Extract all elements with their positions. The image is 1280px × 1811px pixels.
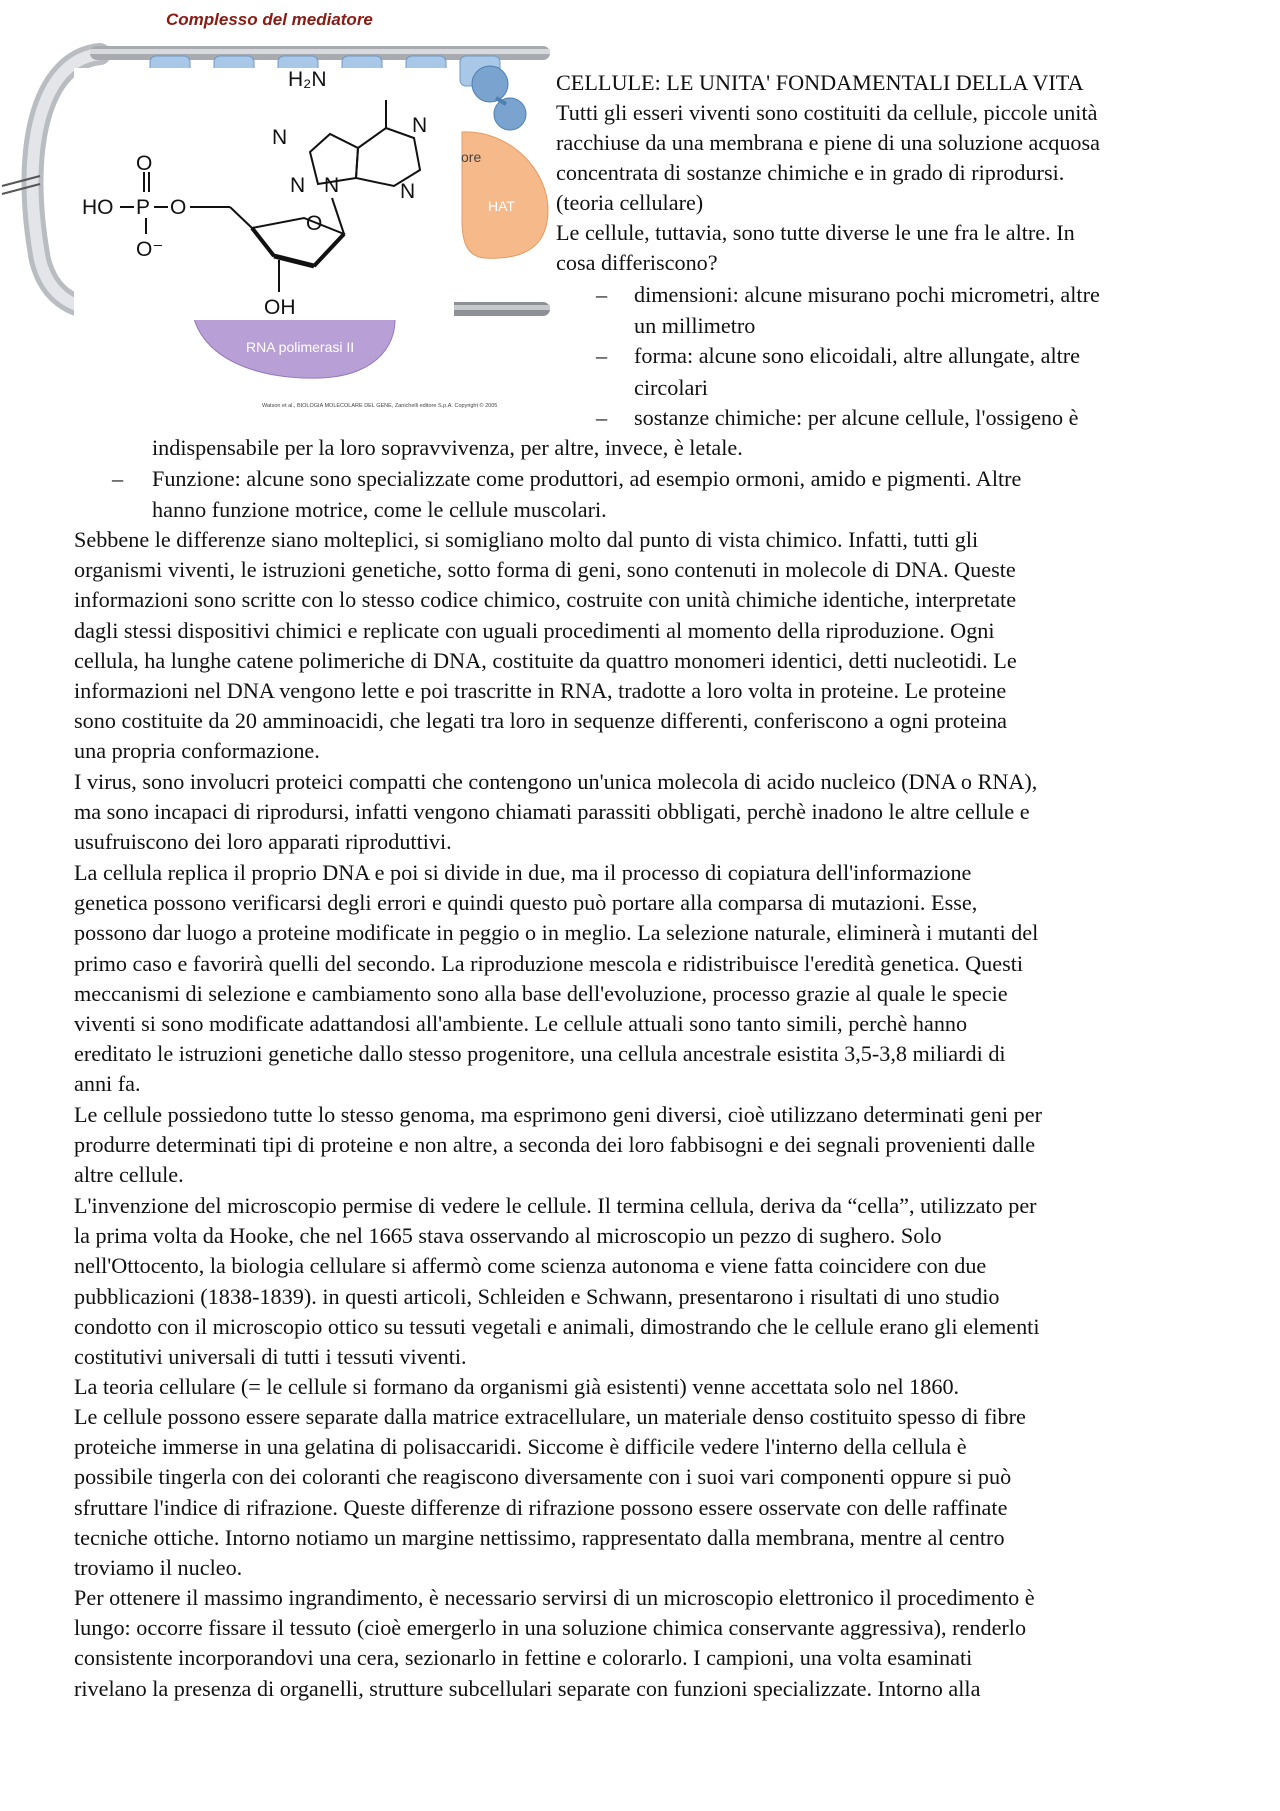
svg-text:N: N: [272, 126, 288, 149]
paragraph-line: La teoria cellulare (= le cellule si formano da organismi già esistenti) venne accettata solo nel 1860.: [74, 1374, 960, 1399]
bullet-line: hanno funzione motrice, come le cellule muscolari.: [152, 497, 607, 522]
paragraph-line: condotto con il microscopio ottico su tessuti vegetali e animali, dimostrando che le cellule erano gli elementi: [74, 1313, 1040, 1339]
paragraph-line: ma sono incapaci di riprodursi, infatti vengono chiamati parassiti obbligati, perchè inadono le altre cellule e: [74, 799, 1030, 825]
svg-text:O: O: [136, 152, 153, 175]
svg-text:OH: OH: [264, 296, 296, 319]
paragraph-line: altre cellule.: [74, 1162, 184, 1188]
paragraph-line: primo caso e favorirà quelli del secondo. La riproduzione mescola e ridistribuisce l'eredità genetica. Questi: [74, 950, 1024, 976]
bullet-dash: –: [596, 282, 608, 307]
paragraph-line: rivelano la presenza di organelli, strutture subcellulari separate con funzioni specializzate. Intorno alla: [74, 1675, 981, 1701]
bullet-line: un millimetro: [634, 313, 756, 338]
figure-caption: Complesso del mediatore: [166, 10, 373, 29]
bullet-line: circolari: [634, 375, 708, 400]
paragraph-staining: [74, 1402, 1214, 1583]
paragraph-evolution: [74, 858, 1214, 1100]
paragraph-line: produrre determinati tipi di proteine e non altre, a seconda dei loro fabbisogni e dei segnali provenienti dalle: [74, 1132, 1036, 1158]
paragraph-line: costitutivi universali di tutti i tessuti viventi.: [74, 1344, 467, 1370]
paragraph-line: la prima volta da Hooke, che nel 1665 stava osservando al microscopio un pezzo di sughero. Solo: [74, 1223, 942, 1249]
paragraph-line: organismi viventi, le istruzioni genetiche, sotto forma di geni, sono contenuti in molecole di DNA. Queste: [74, 557, 1016, 583]
activator-ball-1: [472, 66, 508, 102]
paragraph-line: ereditato le istruzioni genetiche dallo stesso progenitore, una cellula ancestrale esistita 3,5-3,8 miliardi di: [74, 1041, 1006, 1067]
paragraph-dna: [74, 525, 1214, 767]
paragraph-line: troviamo il nucleo.: [74, 1555, 243, 1581]
bullet-line: dimensioni: alcune misurano pochi micrometri, altre: [634, 282, 1100, 307]
svg-text:P: P: [136, 196, 151, 219]
svg-text:O: O: [170, 196, 187, 219]
paragraph-line: informazioni sono scritte con lo stesso codice chimico, costruite con unità chimiche identiche, interpretate: [74, 587, 1017, 613]
paragraph-line: viventi si sono modificate adattandosi all'ambiente. Le cellule attuali sono tanto simili, perchè hanno: [74, 1011, 968, 1037]
paragraph-line: La cellula replica il proprio DNA e poi si divide in due, ma il processo di copiatura dell'informazione: [74, 860, 972, 885]
paragraph-line: Le cellule possono essere separate dalla matrice extracellulare, un materiale denso costituito spesso di fibre: [74, 1404, 1026, 1429]
paragraph-line: L'invenzione del microscopio permise di vedere le cellule. Il termina cellula, deriva da “cella”, utilizzato per: [74, 1193, 1037, 1218]
bullet-line: indispensabile per la loro sopravvivenza, per altre, invece, è letale.: [152, 435, 743, 460]
paragraph-line: una propria conformazione.: [74, 738, 320, 764]
paragraph-line: usufruiscono dei loro apparati riproduttivi.: [74, 829, 452, 855]
paragraph-line: informazioni nel DNA vengono lette e poi trascritte in RNA, tradotte a loro volta in proteine. Le proteine: [74, 678, 1007, 704]
bullet-line: forma: alcune sono elicoidali, altre allungate, altre: [634, 343, 1081, 368]
svg-text:HO: HO: [82, 196, 114, 219]
figure-credit: Watson et al., BIOLOGIA MOLECOLARE DEL GENE, Zanichelli editore S.p.A. Copyright © 2005: [262, 403, 498, 409]
paragraph-line: consistente incorporandovi una cera, sezionarlo in fettine e colorarlo. I campioni, una volta esaminati: [74, 1645, 973, 1671]
rna-polymerase-label: RNA polimerasi II: [246, 339, 355, 355]
paragraph-line: pubblicazioni (1838-1839). in questi articoli, Schleiden e Schwann, presentarono i risultati di uno studio: [74, 1283, 1000, 1309]
bullet-dash: –: [112, 466, 124, 491]
paragraph-line: meccanismi di selezione e cambiamento sono alla base dell'evoluzione, processo grazie al quale le specie: [74, 980, 1008, 1006]
intro-line: concentrata di sostanze chimiche e in grado di riprodursi.: [556, 160, 1065, 185]
svg-text:H₂N: H₂N: [288, 68, 327, 91]
paragraph-line: I virus, sono involucri proteici compatti che contengono un'unica molecola di acido nucleico (DNA o RNA),: [74, 769, 1038, 794]
paragraph-line: cellula, ha lunghe catene polimeriche di DNA, costituite da quattro monomeri identici, detti nucleotidi. Le: [74, 647, 1017, 673]
svg-text:O⁻: O⁻: [136, 238, 164, 261]
page-title: CELLULE: LE UNITA' FONDAMENTALI DELLA VITA: [556, 70, 1084, 95]
bullet-dash: –: [596, 405, 608, 430]
core-label: ore: [461, 149, 482, 165]
intro-line: (teoria cellulare): [556, 190, 704, 215]
svg-text:N: N: [412, 114, 428, 137]
svg-text:N: N: [324, 174, 340, 197]
svg-text:O: O: [306, 212, 323, 235]
bullet-line: Funzione: alcune sono specializzate come produttori, ad esempio ormoni, amido e pigmenti. Altre: [152, 466, 1022, 491]
nucleotide-structure: [74, 68, 454, 320]
paragraph-line: nell'Ottocento, la biologia cellulare si affermò come scienza autonoma e viene fatta coincidere con due: [74, 1253, 987, 1279]
paragraph-line: anni fa.: [74, 1071, 141, 1097]
hat-label: HAT: [488, 198, 515, 214]
paragraph-line: sono costituite da 20 amminoacidi, che legati tra loro in sequenze differenti, conferiscono a ogni proteina: [74, 708, 1008, 734]
paragraph-virus: [74, 767, 1214, 858]
paragraph-line: sfruttare l'indice di rifrazione. Queste differenze di rifrazione possono essere osservate con delle raffinate: [74, 1494, 1008, 1520]
bullet-line: sostanze chimiche: per alcune cellule, l'ossigeno è: [634, 405, 1079, 430]
paragraph-genome: [74, 1100, 1214, 1191]
intro-line: Tutti gli esseri viventi sono costituiti da cellule, piccole unità: [556, 100, 1098, 125]
paragraph-line: dagli stessi dispositivi chimici e replicate con uguali procedimenti al momento della riproduzione. Ogni: [74, 617, 995, 643]
intro-line: racchiuse da una membrana e piene di una soluzione acquosa: [556, 130, 1100, 155]
bullet-dash: –: [596, 343, 608, 368]
svg-text:N: N: [400, 180, 416, 203]
paragraph-cell-theory: [74, 1372, 1214, 1402]
intro-line: Le cellule, tuttavia, sono tutte diverse le une fra le altre. In: [556, 220, 1075, 245]
paragraph-line: possono dar luogo a proteine modificate in peggio o in meglio. La selezione naturale, eliminerà i mutanti del: [74, 920, 1039, 946]
paragraph-line: lungo: occorre fissare il tessuto (cioè emergerlo in una soluzione chimica conservante aggressiva), renderlo: [74, 1615, 1027, 1641]
paragraph-line: possibile tingerla con dei coloranti che reagiscono diversamente con i suoi vari componenti oppure si può: [74, 1464, 1012, 1490]
svg-text:N: N: [290, 174, 306, 197]
paragraph-line: Le cellule possiedono tutte lo stesso genoma, ma esprimono geni diversi, cioè utilizzano determinati geni per: [74, 1102, 1042, 1127]
nucleotide-structure-box: [74, 68, 454, 320]
intro-line: cosa differiscono?: [556, 250, 718, 275]
paragraph-line: tecniche ottiche. Intorno notiamo un margine nettissimo, rappresentato dalla membrana, mentre al centro: [74, 1524, 1005, 1550]
paragraph-line: Sebbene le differenze siano molteplici, si somigliano molto dal punto di vista chimico. Infatti, tutti gli: [74, 527, 979, 552]
paragraph-line: genetica possono verificarsi degli errori e quindi questo può portare alla comparsa di mutazioni. Esse,: [74, 890, 978, 916]
paragraph-line: proteiche immerse in una gelatina di polisaccaridi. Siccome è difficile vedere l'interno della cellula è: [74, 1434, 967, 1460]
paragraph-microscope: [74, 1191, 1214, 1372]
paragraph-electron-microscope: [74, 1583, 1214, 1704]
paragraph-line: Per ottenere il massimo ingrandimento, è necessario servirsi di un microscopio elettronico il procedimento è: [74, 1585, 1035, 1610]
activator-ball-2: [494, 98, 526, 130]
